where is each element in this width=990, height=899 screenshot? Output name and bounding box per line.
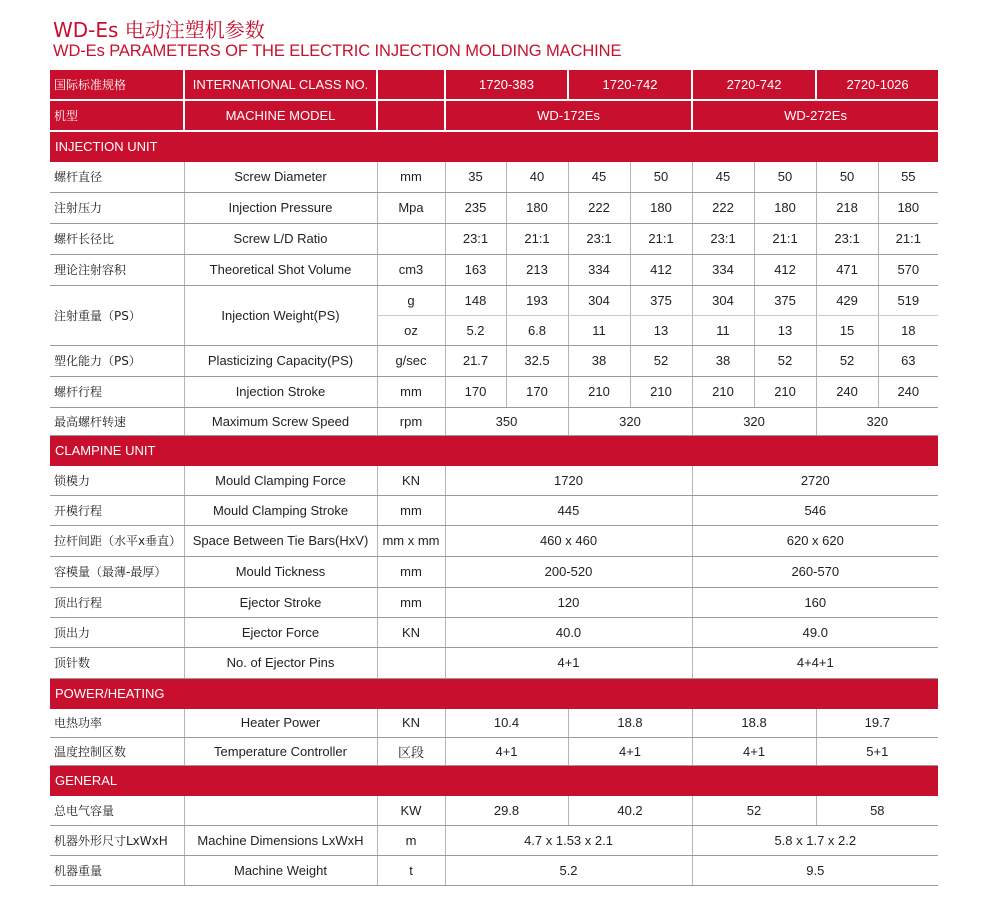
row-label-cn: 温度控制区数	[50, 737, 184, 765]
value-cell: 429	[816, 285, 878, 315]
value-cell: 350	[445, 407, 568, 435]
value-cell: 4+1	[692, 737, 816, 765]
value-cell: 375	[630, 285, 692, 315]
table-row	[50, 525, 938, 556]
value-cell: 218	[816, 192, 878, 223]
section-general	[50, 765, 938, 795]
row-label-en: Screw L/D Ratio	[184, 223, 377, 254]
value-cell: 570	[878, 254, 938, 285]
class-cell: 2720-742	[692, 70, 816, 100]
value-cell: 235	[445, 192, 506, 223]
value-cell: 620 x 620	[692, 525, 938, 556]
value-cell: 18.8	[568, 708, 692, 737]
value-cell: 210	[630, 376, 692, 407]
page-title-en: WD-Es PARAMETERS OF THE ELECTRIC INJECTION MOLDING MACHINE	[53, 42, 622, 60]
page-title-cn: WD-Es 电动注塑机参数	[53, 18, 265, 42]
value-cell: 35	[445, 161, 506, 192]
table-row	[50, 192, 938, 223]
value-cell: 23:1	[445, 223, 506, 254]
value-cell: 222	[568, 192, 630, 223]
row-label-en: Heater Power	[184, 708, 377, 737]
row-label-cn: 螺杆长径比	[50, 223, 184, 254]
row-label-cn: 机器重量	[50, 855, 184, 885]
value-cell: 21.7	[445, 345, 506, 376]
value-cell: 4.7 x 1.53 x 2.1	[445, 825, 692, 855]
row-label-en: Theoretical Shot Volume	[184, 254, 377, 285]
value-cell: 10.4	[445, 708, 568, 737]
value-cell: 4+4+1	[692, 647, 938, 678]
row-label-en: Injection Pressure	[184, 192, 377, 223]
class-label-en: INTERNATIONAL CLASS NO.	[184, 70, 377, 100]
row-label-en: Injection Weight(PS)	[184, 285, 377, 345]
value-cell: 334	[692, 254, 754, 285]
value-cell: 200-520	[445, 556, 692, 587]
value-cell: 52	[692, 795, 816, 825]
value-cell: 1720	[445, 465, 692, 495]
row-label-en: Injection Stroke	[184, 376, 377, 407]
table-row	[50, 376, 938, 407]
value-cell: 13	[630, 315, 692, 345]
row-label-cn: 机器外形尺寸LxWxH	[50, 825, 184, 855]
section-clamping	[50, 435, 938, 465]
header-class-row	[50, 70, 938, 100]
unit-cell: oz	[377, 315, 445, 345]
model-label-cn: 机型	[50, 100, 184, 131]
value-cell: 38	[692, 345, 754, 376]
row-label-cn: 最高螺杆转速	[50, 407, 184, 435]
table-row	[50, 285, 938, 315]
unit-cell: Mpa	[377, 192, 445, 223]
value-cell: 320	[816, 407, 938, 435]
value-cell: 260-570	[692, 556, 938, 587]
value-cell: 170	[506, 376, 568, 407]
row-label-cn: 螺杆行程	[50, 376, 184, 407]
row-label-en: Mould Clamping Stroke	[184, 495, 377, 525]
table-row	[50, 223, 938, 254]
unit-cell: cm3	[377, 254, 445, 285]
value-cell: 32.5	[506, 345, 568, 376]
value-cell: 55	[878, 161, 938, 192]
unit-cell: mm	[377, 556, 445, 587]
row-label-cn: 顶出行程	[50, 587, 184, 617]
row-label-cn: 塑化能力（PS）	[50, 345, 184, 376]
unit-cell	[377, 647, 445, 678]
table-row	[50, 647, 938, 678]
model-cell: WD-272Es	[692, 100, 938, 131]
section-title: INJECTION UNIT	[50, 131, 938, 161]
value-cell: 304	[692, 285, 754, 315]
value-cell: 412	[754, 254, 816, 285]
row-label-en: Machine Weight	[184, 855, 377, 885]
row-label-en: Mould Tickness	[184, 556, 377, 587]
row-label-cn: 总电气容量	[50, 795, 184, 825]
value-cell: 180	[630, 192, 692, 223]
table-row	[50, 254, 938, 285]
row-label-cn: 顶针数	[50, 647, 184, 678]
value-cell: 460 x 460	[445, 525, 692, 556]
value-cell: 38	[568, 345, 630, 376]
value-cell: 180	[506, 192, 568, 223]
row-label-cn: 理论注射容积	[50, 254, 184, 285]
table-row	[50, 795, 938, 825]
class-cell: 1720-742	[568, 70, 692, 100]
unit-cell: mm x mm	[377, 525, 445, 556]
table-row	[50, 465, 938, 495]
row-label-en: Ejector Stroke	[184, 587, 377, 617]
row-label-en: Temperature Controller	[184, 737, 377, 765]
row-label-cn: 电热功率	[50, 708, 184, 737]
section-power	[50, 678, 938, 708]
value-cell: 170	[445, 376, 506, 407]
table-row	[50, 407, 938, 435]
value-cell: 21:1	[506, 223, 568, 254]
value-cell: 5.2	[445, 315, 506, 345]
row-label-en: Maximum Screw Speed	[184, 407, 377, 435]
value-cell: 240	[816, 376, 878, 407]
value-cell: 320	[692, 407, 816, 435]
row-label-en: Machine Dimensions LxWxH	[184, 825, 377, 855]
value-cell: 5+1	[816, 737, 938, 765]
value-cell: 21:1	[630, 223, 692, 254]
row-label-en	[184, 795, 377, 825]
model-cell: WD-172Es	[445, 100, 692, 131]
value-cell: 222	[692, 192, 754, 223]
value-cell: 52	[754, 345, 816, 376]
value-cell: 13	[754, 315, 816, 345]
value-cell: 18.8	[692, 708, 816, 737]
row-label-en: Plasticizing Capacity(PS)	[184, 345, 377, 376]
value-cell: 50	[630, 161, 692, 192]
value-cell: 5.8 x 1.7 x 2.2	[692, 825, 938, 855]
table-row	[50, 345, 938, 376]
value-cell: 45	[568, 161, 630, 192]
value-cell: 519	[878, 285, 938, 315]
table-row	[50, 495, 938, 525]
class-cell: 1720-383	[445, 70, 568, 100]
value-cell: 18	[878, 315, 938, 345]
value-cell: 50	[754, 161, 816, 192]
value-cell: 4+1	[568, 737, 692, 765]
unit-cell: KN	[377, 617, 445, 647]
value-cell: 21:1	[878, 223, 938, 254]
table-row	[50, 617, 938, 647]
value-cell: 445	[445, 495, 692, 525]
value-cell: 9.5	[692, 855, 938, 885]
row-label-cn: 注射重量（PS）	[50, 285, 184, 345]
table-row	[50, 737, 938, 765]
value-cell: 23:1	[692, 223, 754, 254]
value-cell: 40	[506, 161, 568, 192]
row-label-cn: 开模行程	[50, 495, 184, 525]
value-cell: 546	[692, 495, 938, 525]
unit-cell: g	[377, 285, 445, 315]
table-row	[50, 556, 938, 587]
value-cell: 210	[568, 376, 630, 407]
value-cell: 63	[878, 345, 938, 376]
class-unit-empty	[377, 70, 445, 100]
section-injection	[50, 131, 938, 161]
unit-cell: rpm	[377, 407, 445, 435]
value-cell: 180	[878, 192, 938, 223]
class-cell: 2720-1026	[816, 70, 938, 100]
value-cell: 2720	[692, 465, 938, 495]
value-cell: 193	[506, 285, 568, 315]
value-cell: 210	[754, 376, 816, 407]
value-cell: 11	[568, 315, 630, 345]
value-cell: 52	[816, 345, 878, 376]
value-cell: 40.2	[568, 795, 692, 825]
value-cell: 11	[692, 315, 754, 345]
value-cell: 120	[445, 587, 692, 617]
row-label-cn: 注射压力	[50, 192, 184, 223]
section-title: CLAMPINE UNIT	[50, 435, 938, 465]
row-label-cn: 拉杆间距（水平x垂直）	[50, 525, 184, 556]
unit-cell: t	[377, 855, 445, 885]
value-cell: 23:1	[816, 223, 878, 254]
unit-cell: 区段	[377, 737, 445, 765]
value-cell: 334	[568, 254, 630, 285]
model-unit-empty	[377, 100, 445, 131]
value-cell: 52	[630, 345, 692, 376]
value-cell: 15	[816, 315, 878, 345]
value-cell: 29.8	[445, 795, 568, 825]
unit-cell: KN	[377, 465, 445, 495]
table-row	[50, 855, 938, 885]
table-row	[50, 587, 938, 617]
table-row	[50, 161, 938, 192]
value-cell: 160	[692, 587, 938, 617]
unit-cell: mm	[377, 587, 445, 617]
value-cell: 21:1	[754, 223, 816, 254]
value-cell: 5.2	[445, 855, 692, 885]
table-row	[50, 825, 938, 855]
section-title: GENERAL	[50, 765, 938, 795]
value-cell: 50	[816, 161, 878, 192]
row-label-en: No. of Ejector Pins	[184, 647, 377, 678]
value-cell: 45	[692, 161, 754, 192]
spec-table	[50, 70, 938, 886]
row-label-en: Ejector Force	[184, 617, 377, 647]
unit-cell: mm	[377, 376, 445, 407]
unit-cell: KW	[377, 795, 445, 825]
table-row	[50, 708, 938, 737]
row-label-cn: 锁模力	[50, 465, 184, 495]
value-cell: 304	[568, 285, 630, 315]
row-label-cn: 容模量（最薄-最厚）	[50, 556, 184, 587]
value-cell: 23:1	[568, 223, 630, 254]
unit-cell	[377, 223, 445, 254]
value-cell: 210	[692, 376, 754, 407]
value-cell: 163	[445, 254, 506, 285]
value-cell: 180	[754, 192, 816, 223]
section-title: POWER/HEATING	[50, 678, 938, 708]
value-cell: 49.0	[692, 617, 938, 647]
row-label-en: Screw Diameter	[184, 161, 377, 192]
value-cell: 375	[754, 285, 816, 315]
unit-cell: m	[377, 825, 445, 855]
value-cell: 6.8	[506, 315, 568, 345]
unit-cell: g/sec	[377, 345, 445, 376]
value-cell: 213	[506, 254, 568, 285]
header-model-row	[50, 100, 938, 131]
value-cell: 471	[816, 254, 878, 285]
unit-cell: KN	[377, 708, 445, 737]
unit-cell: mm	[377, 495, 445, 525]
unit-cell: mm	[377, 161, 445, 192]
value-cell: 19.7	[816, 708, 938, 737]
row-label-en: Space Between Tie Bars(HxV)	[184, 525, 377, 556]
value-cell: 4+1	[445, 647, 692, 678]
class-label-cn: 国际标准规格	[50, 70, 184, 100]
row-label-cn: 顶出力	[50, 617, 184, 647]
value-cell: 240	[878, 376, 938, 407]
value-cell: 58	[816, 795, 938, 825]
value-cell: 40.0	[445, 617, 692, 647]
value-cell: 148	[445, 285, 506, 315]
row-label-cn: 螺杆直径	[50, 161, 184, 192]
value-cell: 412	[630, 254, 692, 285]
model-label-en: MACHINE MODEL	[184, 100, 377, 131]
row-label-en: Mould Clamping Force	[184, 465, 377, 495]
value-cell: 320	[568, 407, 692, 435]
value-cell: 4+1	[445, 737, 568, 765]
